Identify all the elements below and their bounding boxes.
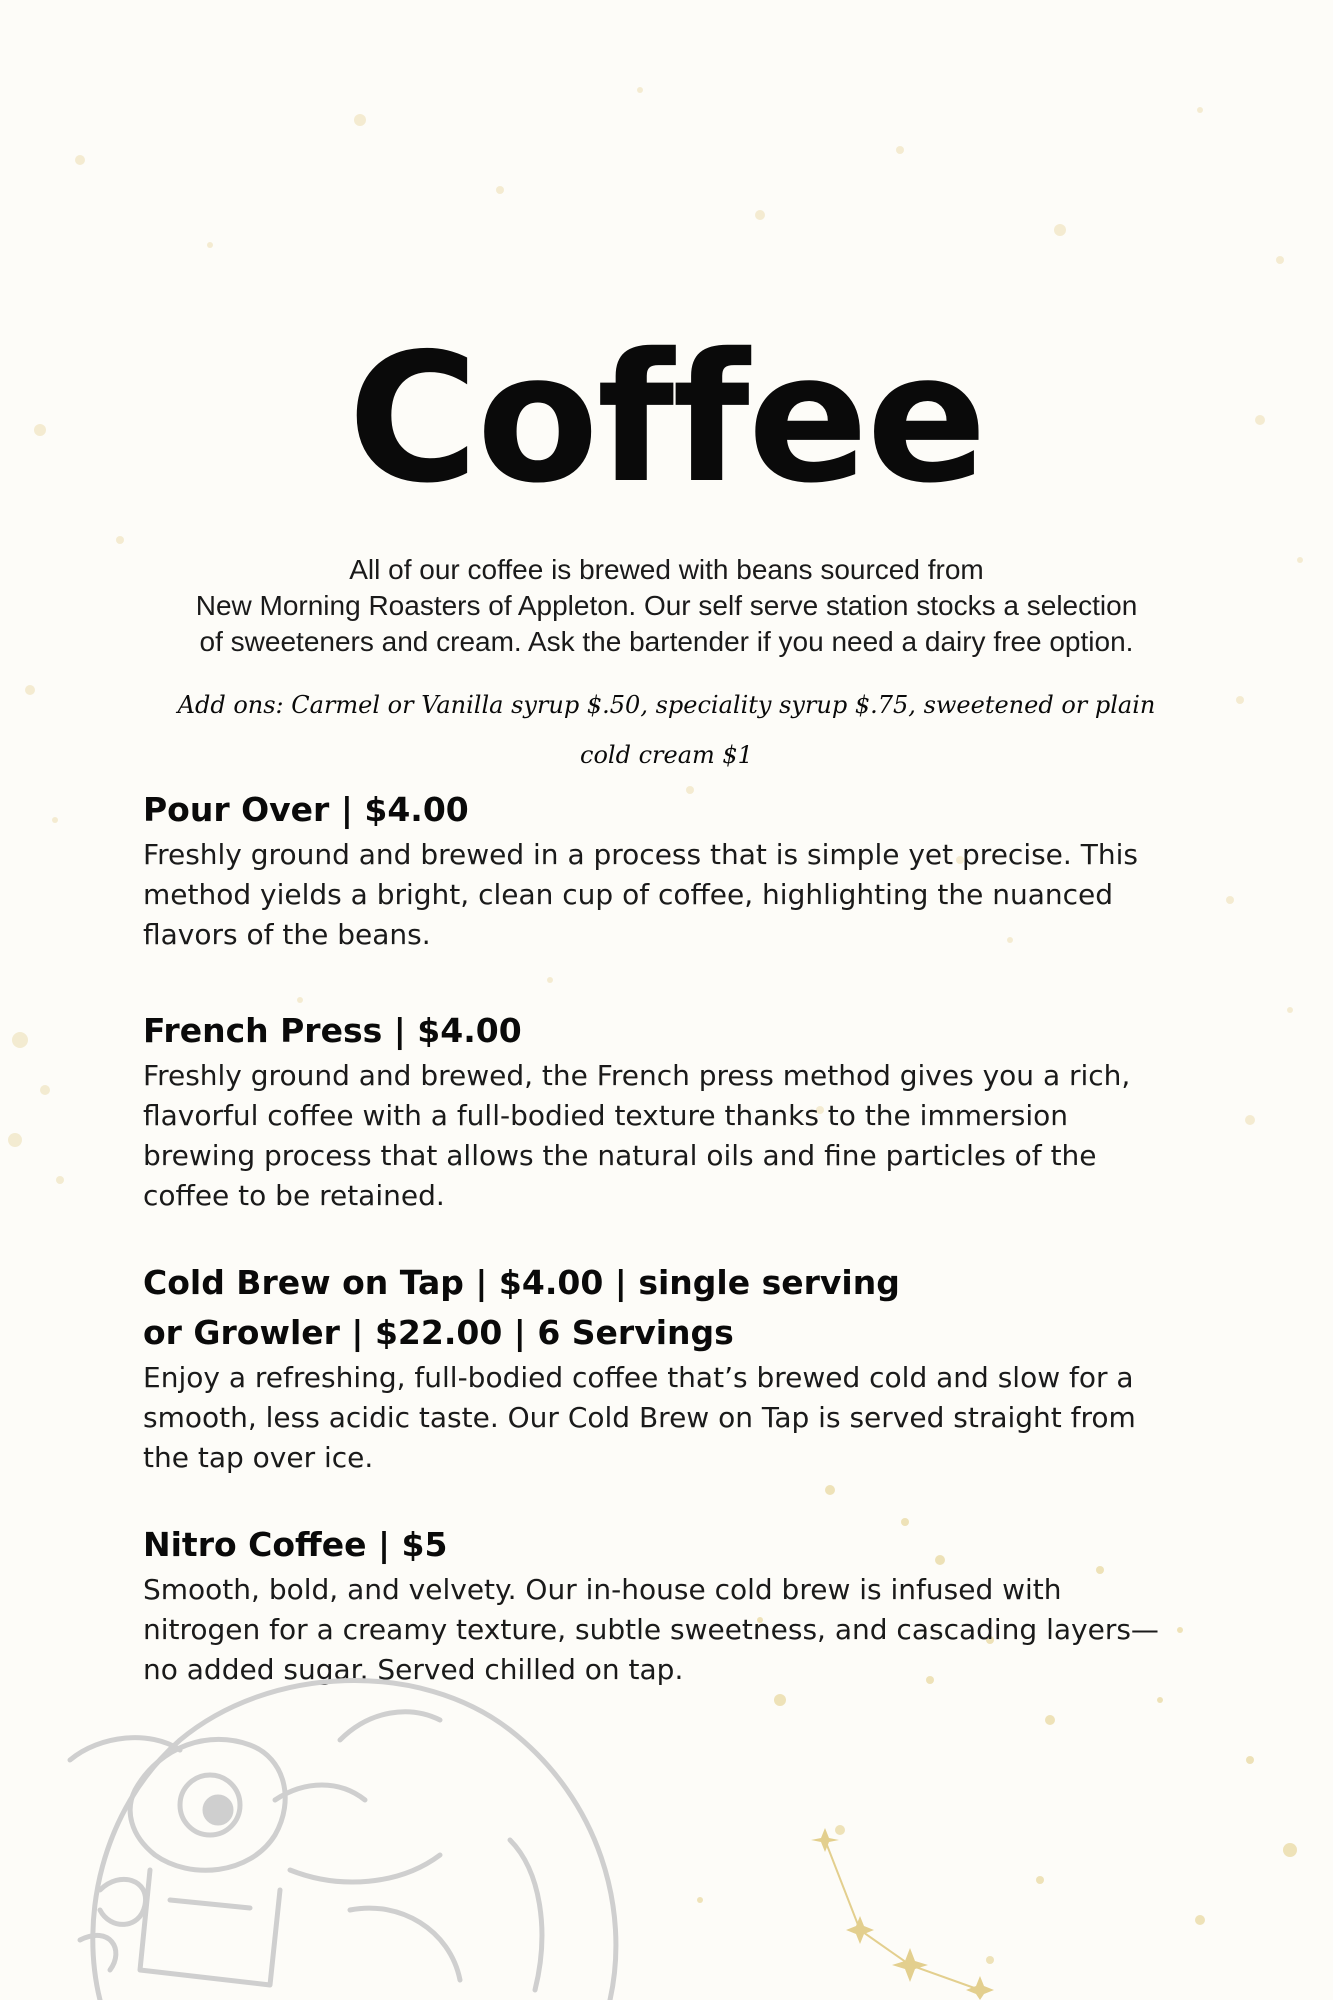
description-line: smooth, less acidic taste. Our Cold Brew on Tap is served straight from	[143, 1401, 1136, 1434]
description-line: method yields a bright, clean cup of coffee, highlighting the nuanced	[143, 878, 1113, 911]
item-description	[143, 1056, 1203, 1216]
description-line: coffee to be retained.	[143, 1179, 445, 1212]
constellation-stars-icon	[780, 1780, 1020, 2000]
description-line: nitrogen for a creamy texture, subtle sweetness, and cascading layers—	[143, 1613, 1159, 1646]
item-title: Nitro Coffee | $5	[143, 1525, 448, 1564]
intro-paragraph	[140, 552, 1193, 660]
description-line: no added sugar. Served chilled on tap.	[143, 1653, 684, 1686]
mascot-illustration-icon	[40, 1640, 660, 2000]
menu-title: Coffee	[347, 315, 986, 522]
menu-item-cold-brew	[143, 1258, 1203, 1478]
addons-line: cold cream $1	[580, 741, 753, 769]
intro-line: of sweeteners and cream. Ask the bartender if you need a dairy free option.	[199, 626, 1134, 657]
description-line: Freshly ground and brewed in a process that is simple yet precise. This	[143, 838, 1138, 871]
item-description	[143, 1358, 1203, 1478]
addons-note	[130, 680, 1203, 780]
intro-line: All of our coffee is brewed with beans sourced from	[349, 554, 984, 585]
description-line: flavors of the beans.	[143, 918, 431, 951]
menu-item-french-press	[143, 1006, 1203, 1216]
intro-line: New Morning Roasters of Appleton. Our self serve station stocks a selection	[195, 590, 1138, 621]
item-title: or Growler | $22.00 | 6 Servings	[143, 1313, 734, 1352]
description-line: Enjoy a refreshing, full-bodied coffee that’s brewed cold and slow for a	[143, 1361, 1134, 1394]
addons-line: Add ons: Carmel or Vanilla syrup $.50, speciality syrup $.75, sweetened or plain	[177, 691, 1156, 719]
description-line: brewing process that allows the natural oils and fine particles of the	[143, 1139, 1097, 1172]
description-line: flavorful coffee with a full-bodied texture thanks to the immersion	[143, 1099, 1068, 1132]
description-line: the tap over ice.	[143, 1441, 374, 1474]
item-title: Pour Over | $4.00	[143, 790, 469, 829]
description-line: Smooth, bold, and velvety. Our in-house cold brew is infused with	[143, 1573, 1062, 1606]
description-line: Freshly ground and brewed, the French press method gives you a rich,	[143, 1059, 1131, 1092]
item-title: French Press | $4.00	[143, 1011, 522, 1050]
menu-item-pour-over	[143, 785, 1203, 955]
item-title: Cold Brew on Tap | $4.00 | single serving	[143, 1263, 900, 1302]
item-description	[143, 835, 1203, 955]
